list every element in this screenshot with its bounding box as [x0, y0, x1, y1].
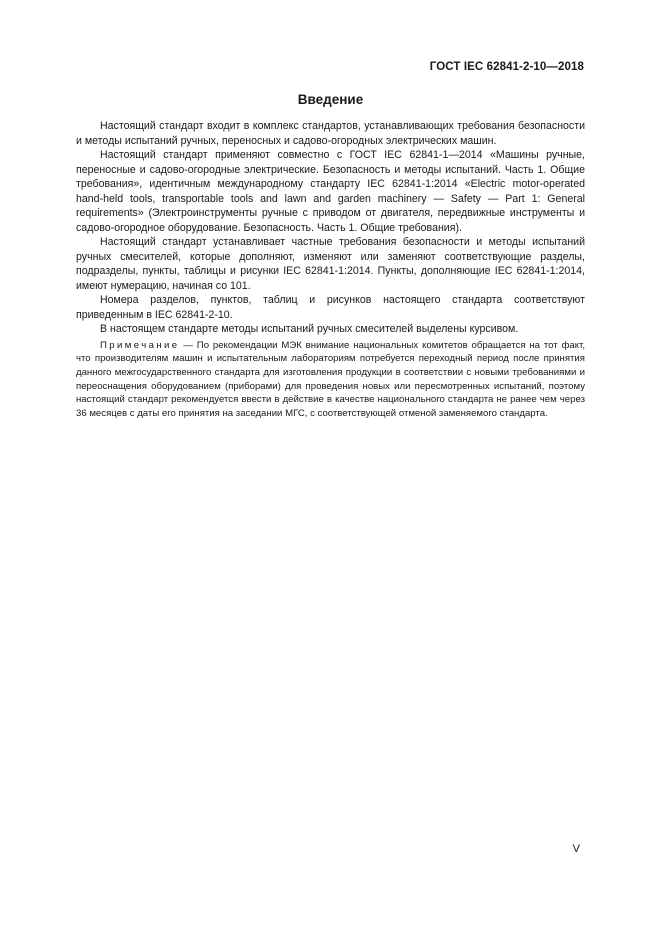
note-block — [76, 339, 585, 421]
paragraph-related-standard: Настоящий стандарт применяют совместно с ГОСТ IEC 62841-1—2014 «Машины ручные, переносные и садово-огородные электрические. Безопасность и методы испытаний. Часть 1. Общие требования», идентичным международному стандарту IEC 62841-1:2014 «Electric motor-operated hand-held tools, transportable tools and lawn and garden machinery — Safety — Part 1: General requirements» (Электроинструменты ручные с приводом от двигателя, передвижные инструменты и садово-огородное оборудование. Безопасность. Часть 1. Общие требования). — [76, 149, 585, 234]
paragraph-requirements: Настоящий стандарт устанавливает частные требования безопасности и методы испытаний ручных смесителей, которые дополняют, изменяют или заменяют соответствующие разделы, подразделы, пункты, таблицы и рисунки IEC 62841-1:2014. Пункты, дополняющие IEC 62841-1:2014, имеют нумерацию, начиная со 101. — [76, 236, 585, 292]
body-text — [76, 119, 585, 421]
note-dash: — — [179, 339, 197, 351]
standard-code-header: ГОСТ IEC 62841-2-10—2018 — [429, 61, 584, 73]
paragraph-numbering: Номера разделов, пунктов, таблиц и рисунков настоящего стандарта соответствуют приведенным в IEC 62841-2-10. — [76, 294, 585, 321]
paragraph-scope: Настоящий стандарт входит в комплекс стандартов, устанавливающих требования безопасности и методы испытаний ручных, переносных и садово-огородных электрических машин. — [76, 120, 585, 147]
section-title: Введение — [297, 92, 364, 107]
page-number: V — [572, 843, 580, 855]
paragraph-italics-note: В настоящем стандарте методы испытаний ручных смесителей выделены курсивом. — [100, 323, 519, 335]
note-text: По рекомендации МЭК внимание национальных комитетов обращается на тот факт, что производителям машин и испытательным лабораториям потребуется переходный период после принятия данного межгосударственного стандарта для изготовления продукции в соответствии с новыми требованиями и переоснащения оборудованием (приборами) для проведения новых или пересмотренных испытаний, поэтому настоящий стандарт рекомендуется ввести в действие в качестве национального стандарта не ранее чем через 36 месяцев с даты его принятия на заседании МГС, с соответствующей отменой заменяемого стандарта. — [76, 339, 585, 420]
note-label: Примечание — [100, 339, 180, 351]
